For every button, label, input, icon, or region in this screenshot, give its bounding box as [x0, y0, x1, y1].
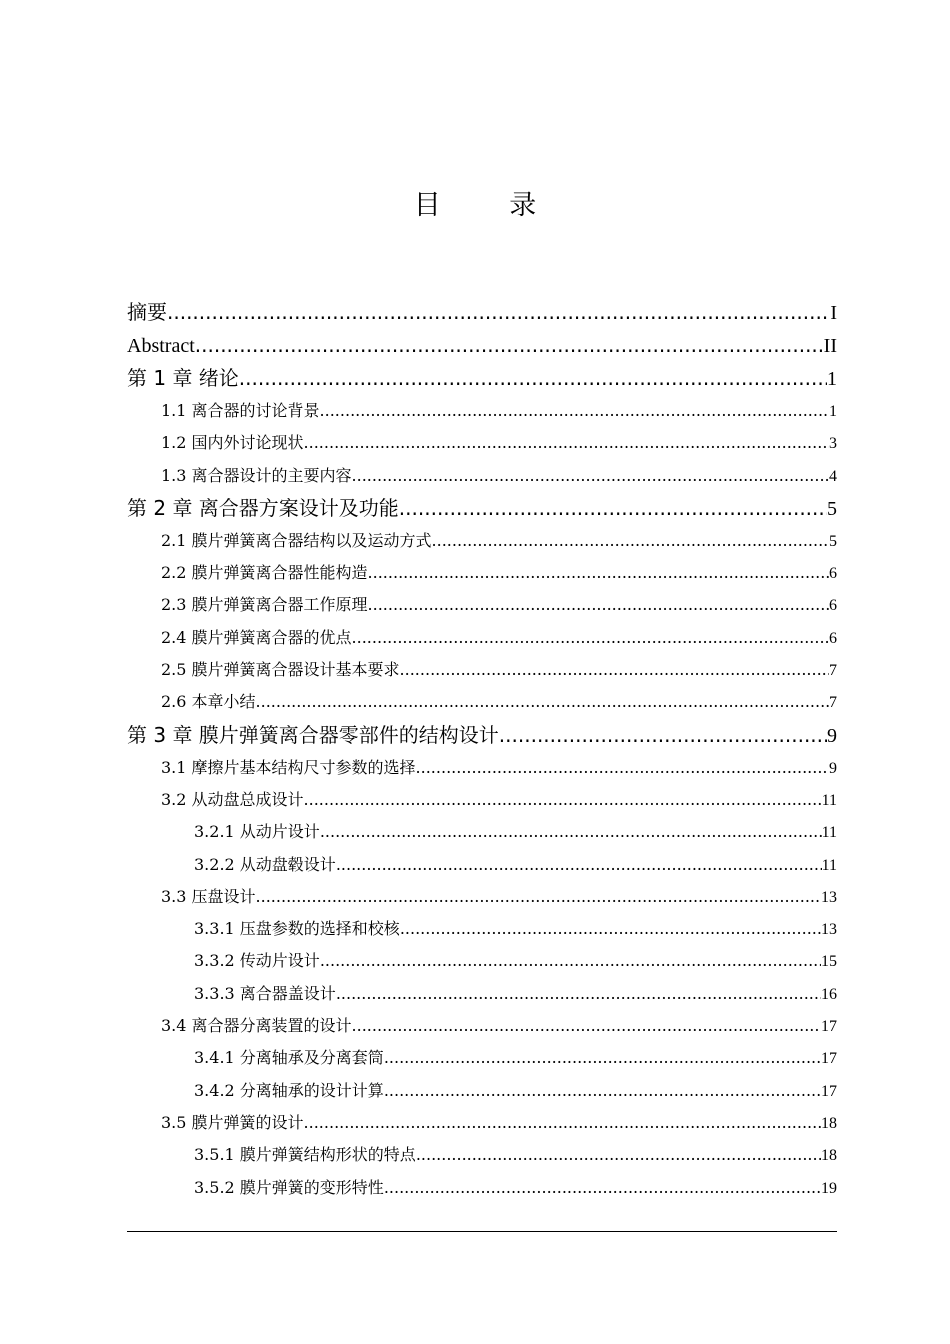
toc-entry-label: 2.4 膜片弹簧离合器的优点 [161, 627, 352, 647]
toc-leader-dots [304, 784, 822, 816]
toc-entry-section-3-2-2[interactable] [127, 849, 837, 881]
toc-entry-label: 3.1 摩擦片基本结构尺寸参数的选择 [161, 757, 416, 777]
toc-entry-abstract-en[interactable] [127, 329, 837, 362]
toc-leader-dots [239, 362, 827, 395]
toc-entry-page: 1 [827, 368, 837, 390]
toc-entry-label: 第 1 章 绪论 [127, 366, 239, 390]
toc-leader-dots [320, 395, 829, 427]
toc-entry-page: 1 [829, 403, 837, 420]
toc-entry-label: 2.3 膜片弹簧离合器工作原理 [161, 595, 368, 615]
toc-leader-dots [432, 525, 829, 557]
toc-leader-dots [320, 816, 822, 848]
toc-leader-dots [384, 1042, 821, 1074]
toc-entry-label: 3.4.2 分离轴承的设计计算 [194, 1080, 384, 1100]
toc-entry-label: 3.2.1 从动片设计 [194, 822, 320, 842]
toc-entry-section-1-1[interactable] [127, 395, 837, 427]
footer-divider [127, 1231, 837, 1232]
toc-entry-section-3-5-2[interactable] [127, 1172, 837, 1204]
toc-entry-page: 13 [821, 888, 837, 906]
toc-entry-page: 6 [829, 565, 837, 583]
toc-entry-label: 3.4.1 分离轴承及分离套筒 [194, 1048, 384, 1068]
toc-entry-page: 11 [821, 791, 837, 809]
toc-entry-label: Abstract [127, 335, 195, 357]
toc-entry-section-2-2[interactable] [127, 557, 837, 589]
toc-leader-dots [399, 492, 827, 525]
toc-entry-label: 3.5 膜片弹簧的设计 [161, 1112, 304, 1132]
toc-entry-section-3-4[interactable] [127, 1010, 837, 1042]
toc-entry-section-3-2[interactable] [127, 784, 837, 816]
toc-leader-dots [368, 589, 829, 621]
toc-entry-page: I [830, 302, 837, 324]
toc-entry-label: 2.1 膜片弹簧离合器结构以及运动方式 [161, 530, 432, 550]
toc-entry-page: 18 [821, 1147, 837, 1165]
toc-entry-label: 3.3 压盘设计 [161, 886, 256, 906]
toc-entry-label: 3.2 从动盘总成设计 [161, 789, 304, 809]
toc-entry-label: 摘要 [127, 300, 167, 324]
toc-entry-label: 3.5.1 膜片弹簧结构形状的特点 [194, 1145, 416, 1165]
toc-entry-section-2-4[interactable] [127, 622, 837, 654]
toc-leader-dots [416, 752, 829, 784]
toc-entry-page: 11 [821, 856, 837, 874]
toc-entry-page: II [823, 335, 837, 357]
toc-entry-section-3-3-1[interactable] [127, 913, 837, 945]
toc-entry-page: 9 [827, 724, 837, 747]
toc-entry-label: 1.3 离合器设计的主要内容 [161, 465, 352, 485]
toc-entry-page: 17 [821, 1082, 837, 1100]
toc-entry-label: 2.2 膜片弹簧离合器性能构造 [161, 563, 368, 583]
toc-entry-section-3-5[interactable] [127, 1107, 837, 1139]
toc-entry-section-3-3-2[interactable] [127, 945, 837, 977]
toc-entry-page: 19 [821, 1179, 837, 1197]
toc-entry-section-2-1[interactable] [127, 525, 837, 557]
toc-entry-section-2-3[interactable] [127, 589, 837, 621]
toc-leader-dots [195, 329, 824, 362]
toc-leader-dots [336, 849, 822, 881]
toc-entry-page: 7 [829, 694, 837, 712]
toc-entry-page: 3 [829, 435, 837, 453]
toc-entry-page: 17 [821, 1050, 837, 1068]
toc-entry-page: 9 [829, 759, 837, 777]
toc-entry-page: 11 [821, 824, 837, 842]
toc-entry-section-3-4-1[interactable] [127, 1042, 837, 1074]
toc-leader-dots [352, 622, 829, 654]
toc-entry-section-2-6[interactable] [127, 686, 837, 718]
toc-entry-chapter-3[interactable] [127, 719, 837, 752]
toc-entry-section-3-1[interactable] [127, 752, 837, 784]
toc-entry-label: 3.3.1 压盘参数的选择和校核 [194, 919, 400, 939]
toc-entry-page: 6 [829, 629, 837, 647]
toc-entry-section-2-5[interactable] [127, 654, 837, 686]
toc-entry-page: 18 [821, 1114, 837, 1132]
toc-entry-page: 4 [829, 467, 837, 485]
toc-entry-label: 1.1 离合器的讨论背景 [161, 401, 320, 420]
toc-leader-dots [304, 427, 829, 459]
table-of-contents [127, 296, 837, 1204]
toc-entry-label: 3.2.2 从动盘毂设计 [194, 854, 336, 874]
toc-leader-dots [384, 1172, 821, 1204]
toc-entry-page: 17 [821, 1018, 837, 1036]
toc-leader-dots [416, 1139, 821, 1171]
toc-entry-page: 15 [821, 953, 837, 971]
toc-leader-dots [499, 719, 827, 752]
toc-leader-dots [400, 654, 829, 686]
toc-entry-page: 5 [829, 532, 837, 550]
toc-leader-dots [352, 1010, 821, 1042]
toc-entry-label: 3.4 离合器分离装置的设计 [161, 1016, 352, 1036]
toc-entry-label: 2.5 膜片弹簧离合器设计基本要求 [161, 660, 400, 680]
toc-entry-section-3-4-2[interactable] [127, 1075, 837, 1107]
toc-entry-label: 3.3.3 离合器盖设计 [194, 983, 336, 1003]
toc-entry-label: 3.3.2 传动片设计 [194, 951, 320, 971]
toc-leader-dots [352, 460, 829, 492]
toc-leader-dots [400, 913, 821, 945]
toc-leader-dots [256, 881, 821, 913]
toc-leader-dots [304, 1107, 821, 1139]
toc-leader-dots [320, 945, 821, 977]
toc-leader-dots [256, 686, 829, 718]
toc-entry-page: 6 [829, 597, 837, 615]
toc-entry-chapter-2[interactable] [127, 492, 837, 525]
toc-entry-label: 第 2 章 离合器方案设计及功能 [127, 495, 399, 520]
toc-entry-section-1-2[interactable] [127, 427, 837, 459]
toc-entry-page: 5 [827, 497, 837, 520]
toc-entry-page: 16 [821, 985, 837, 1003]
toc-entry-section-3-5-1[interactable] [127, 1139, 837, 1171]
toc-entry-label: 3.5.2 膜片弹簧的变形特性 [194, 1177, 384, 1197]
toc-leader-dots [368, 557, 829, 589]
toc-entry-abstract-cn[interactable] [127, 296, 837, 329]
toc-entry-chapter-1[interactable] [127, 362, 837, 395]
toc-leader-dots [384, 1075, 821, 1107]
toc-entry-page: 13 [821, 921, 837, 939]
page-title: 目 录 [413, 190, 567, 221]
toc-entry-section-3-3-3[interactable] [127, 978, 837, 1010]
toc-entry-section-3-3[interactable] [127, 881, 837, 913]
toc-entry-page: 7 [829, 662, 837, 680]
toc-leader-dots [336, 978, 821, 1010]
toc-entry-section-3-2-1[interactable] [127, 816, 837, 848]
toc-leader-dots [167, 296, 830, 329]
toc-entry-label: 1.2 国内外讨论现状 [161, 433, 304, 453]
toc-entry-label: 2.6 本章小结 [161, 692, 256, 712]
toc-entry-label: 第 3 章 膜片弹簧离合器零部件的结构设计 [127, 722, 499, 747]
toc-entry-section-1-3[interactable] [127, 460, 837, 492]
